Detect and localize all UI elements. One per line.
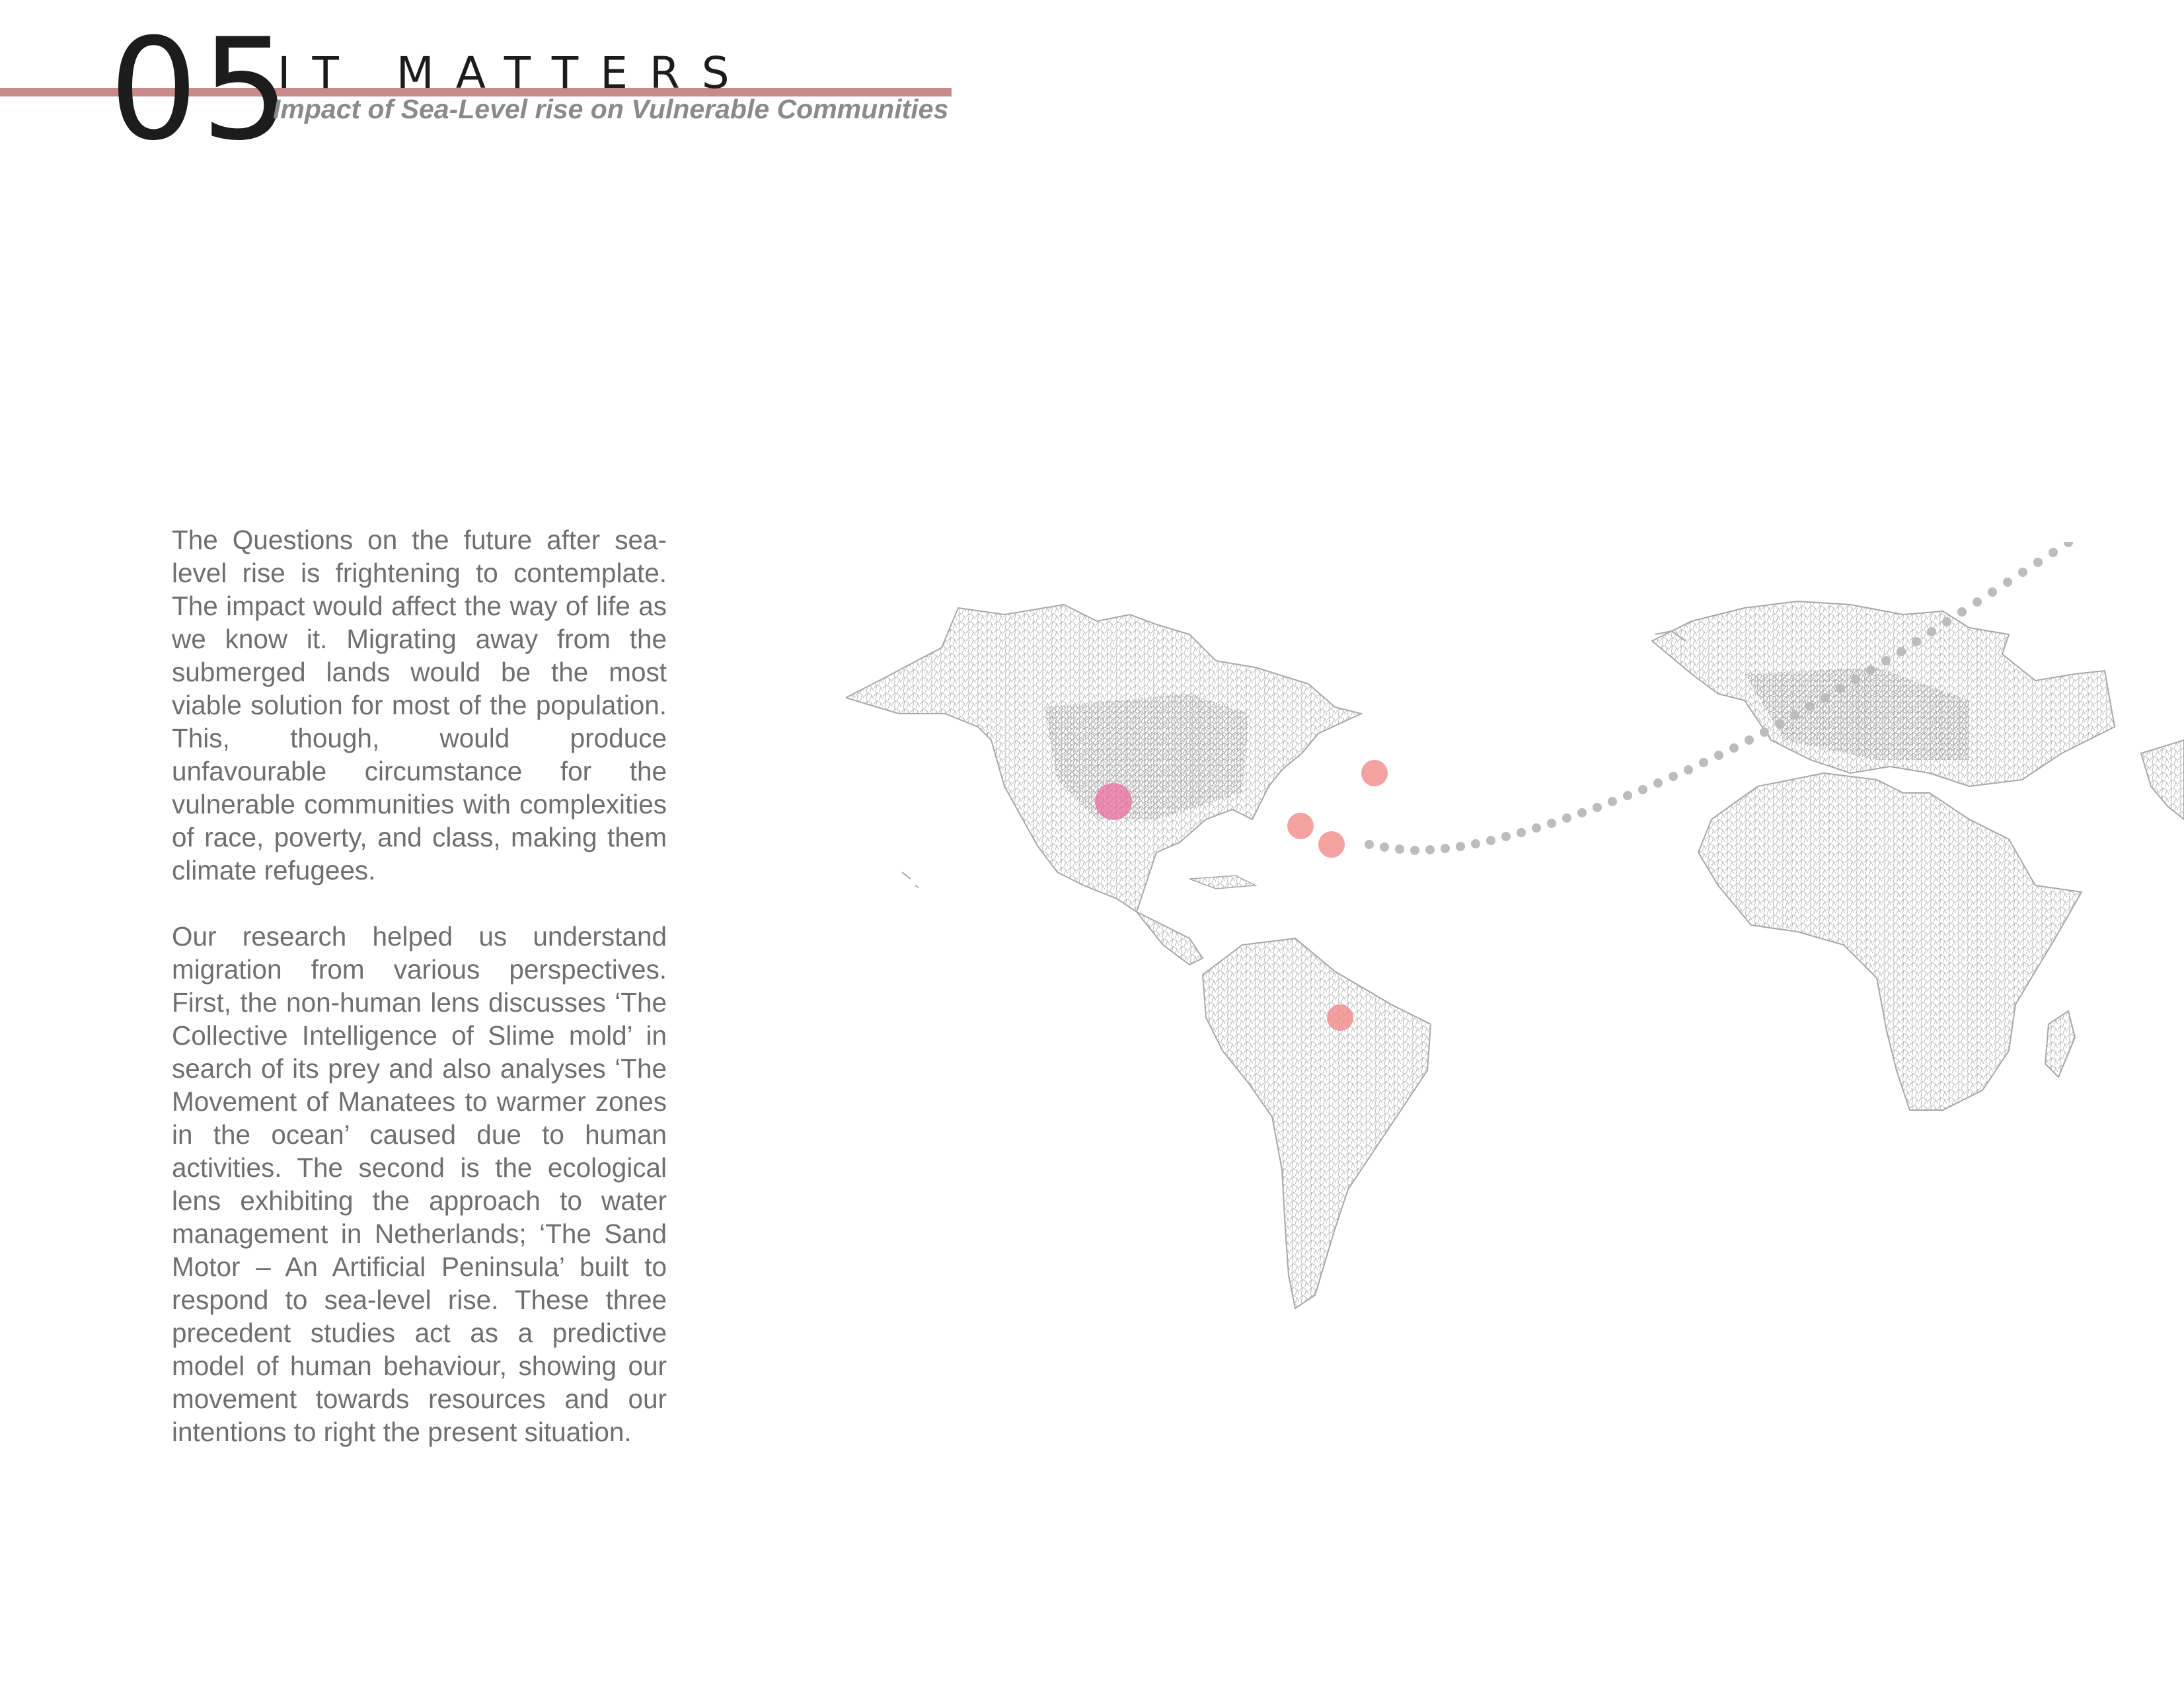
south-america: [1203, 938, 1431, 1308]
chapter-number: 05: [109, 8, 293, 171]
paragraph-2: Our research helped us understand migration from various perspectives. First, the non-human lens discusses ‘The Collective Intelligence of Slime mold’ in search of its prey and also analyses ‘The Movement of Manatees to warmer zones in the ocean’ caused due to human activities. The second is the ecological lens exhibiting the approach to water management in Netherlands; ‘The Sand Motor – An Artificial Peninsula’ built to respond to sea-level rise. These three precedent studies act as a predictive model of human behaviour, showing our movement towards resources and our intentions to right the present situation.: [172, 921, 667, 1447]
marker-new-york: [1361, 760, 1388, 786]
asia-edge: [2141, 740, 2184, 819]
chapter-subtitle: Impact of Sea-Level rise on Vulnerable Communities: [273, 94, 949, 124]
africa: [1698, 773, 2082, 1110]
marker-miami: [1318, 831, 1345, 858]
world-map: [846, 542, 2184, 1322]
marker-new-orleans: [1287, 813, 1314, 839]
marker-guayaquil: [1327, 1004, 1353, 1031]
north-america: [846, 605, 1361, 965]
paragraph-1: The Questions on the future after sea-level rise is frightening to contemplate. The impact would affect the way of life as we know it. Migrating away from the submerged lands would be the most viable solution for most of the population. This, though, would produce unfavourable circumstance for the vulnerable communities with complexities of race, poverty, and class, making them climate refugees.: [172, 525, 667, 885]
body-text: [172, 523, 667, 1481]
chapter-title: IT MATTERS: [278, 48, 751, 98]
marker-los-angeles: [1095, 783, 1132, 820]
